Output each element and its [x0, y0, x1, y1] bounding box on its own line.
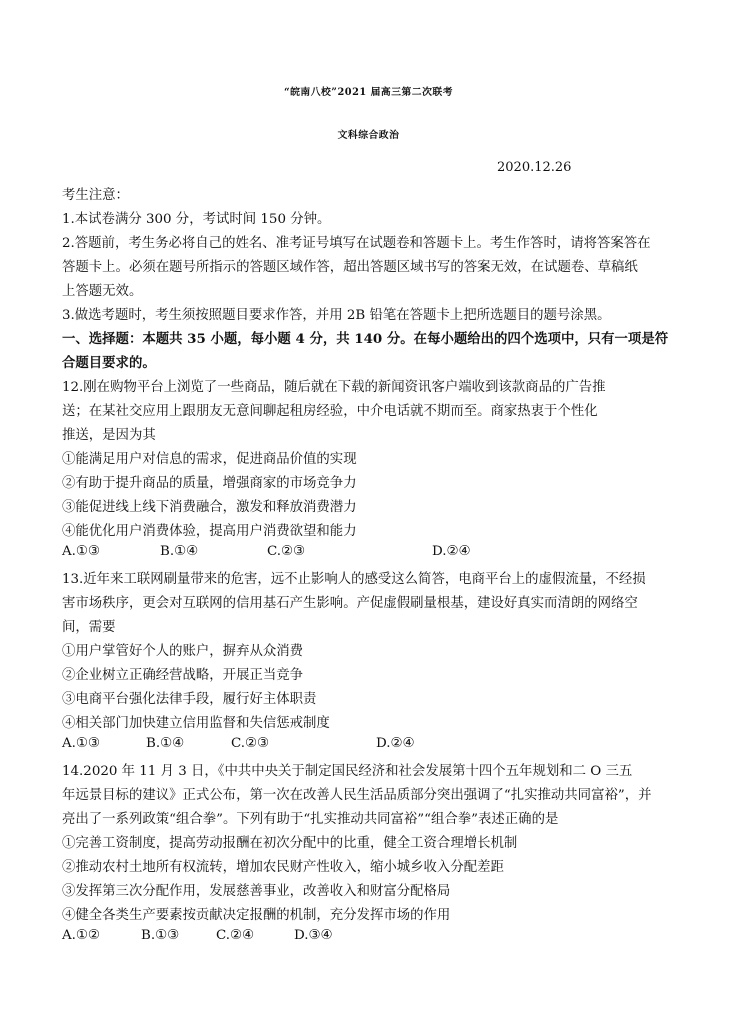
question-stem: 年远景目标的建议》正式公布，第一次在改善人民生活品质部分突出强调了“扎实推动共同富裕”，并: [62, 788, 652, 803]
question-statement: ②推动农村土地所有权流转，增加农民财产性收入，缩小城乡收入分配差距: [62, 860, 504, 875]
notice-line: 2.答题前，考生务必将自己的姓名、准考证号填写在试题卷和答题卡上。考生作答时，请将答案答在: [62, 236, 651, 251]
answer-option: A.①③: [62, 544, 100, 559]
question-stem: 14.2020 年 11 月 3 日，《中共中央关于制定国民经济和社会发展第十四个五年规划和二 O 三五: [62, 764, 633, 779]
answer-option: C.②④: [216, 928, 255, 943]
notice-line: 3.做选考题时，考生须按照题目要求作答，并用 2B 铅笔在答题卡上把所选题目的题号涂黑。: [62, 308, 611, 323]
question-statement: ③发挥第三次分配作用，发展慈善事业，改善收入和财富分配格局: [62, 884, 451, 899]
question-statement: ①用户掌管好个人的账户，摒弃从众消费: [62, 644, 304, 659]
question-statement: ③能促进线上线下消费融合，激发和释放消费潜力: [62, 500, 357, 515]
section-heading: 一、选择题：本题共 35 小题，每小题 4 分，共 140 分。在每小题给出的四个选项中，只有一项是符: [62, 331, 669, 347]
question-statement: ④能优化用户消费体验，提高用户消费欲望和能力: [62, 524, 357, 539]
answer-option: B.①③: [141, 928, 180, 943]
question-statement: ④健全各类生产要素按贡献决定报酬的机制，充分发挥市场的作用: [62, 908, 451, 923]
notice-heading: 考生注意：: [62, 188, 129, 203]
question-stem: 间，需要: [62, 620, 116, 635]
section-heading-cont: 合题目要求的。: [62, 355, 156, 371]
notice-line: 答题卡上。必须在题号所指示的答题区域作答，超出答题区域书写的答案无效，在试题卷、草稿纸: [62, 260, 638, 275]
question-stem: 推送，是因为其: [62, 428, 156, 443]
answer-option: B.①④: [160, 544, 199, 559]
exam-date: 2020.12.26: [497, 160, 572, 175]
exam-title: “皖南八校”2021 届高三第二次联考: [283, 87, 453, 98]
answer-option: D.②④: [376, 736, 415, 751]
notice-line: 上答题无效。: [62, 284, 143, 299]
question-statement: ②企业树立正确经营战略，开展正当竞争: [62, 668, 304, 683]
question-statement: ③电商平台强化法律手段，履行好主体职责: [62, 692, 317, 707]
answer-option: C.②③: [231, 736, 270, 751]
question-stem: 13.近年来工联网刷量带来的危害，远不止影响人的感受这么简答，电商平台上的虚假流量，不经损: [62, 572, 646, 587]
answer-option: A.①③: [62, 736, 100, 751]
question-statement: ②有助于提升商品的质量，增强商家的市场竞争力: [62, 476, 357, 491]
question-statement: ④相关部门加快建立信用监督和失信惩戒制度: [62, 716, 330, 731]
answer-option: D.③④: [294, 928, 333, 943]
notice-line: 1.本试卷满分 300 分，考试时间 150 分钟。: [62, 212, 331, 227]
question-stem: 害市场秩序，更会对互联网的信用基石产生影响。产促虚假刷量根基，建设好真实而清朗的网络空: [62, 596, 638, 611]
answer-option: C.②③: [267, 544, 306, 559]
exam-subtitle: 文科综合政治: [337, 130, 400, 141]
question-statement: ①能满足用户对信息的需求，促进商品价值的实现: [62, 452, 357, 467]
answer-option: B.①④: [146, 736, 185, 751]
answer-option: D.②④: [432, 544, 471, 559]
question-stem: 送；在某社交应用上跟朋友无意间聊起租房经验，中介电话就不期而至。商家热衷于个性化: [62, 404, 598, 419]
answer-option: A.①②: [62, 928, 100, 943]
question-statement: ①完善工资制度，提高劳动报酬在初次分配中的比重，健全工资合理增长机制: [62, 836, 518, 851]
question-stem: 亮出了一系列政策“组合拳”。下列有助于“扎实推动共同富裕”“组合拳”表述正确的是: [62, 812, 559, 827]
question-stem: 12.刚在购物平台上浏览了一些商品，随后就在下载的新闻资讯客户端收到该款商品的广告推: [62, 380, 606, 395]
